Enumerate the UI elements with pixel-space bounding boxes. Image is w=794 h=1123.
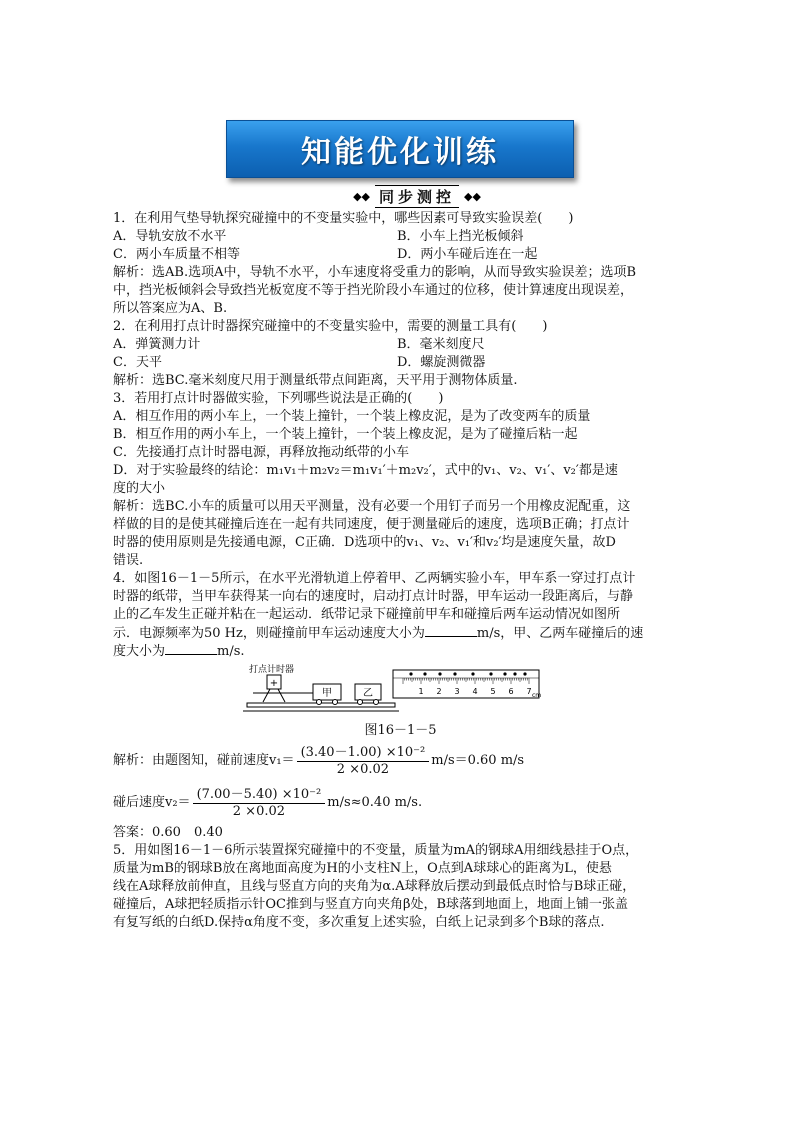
car-yi-label: 乙 (363, 688, 373, 699)
q3-option-c: C．先接通打点计时器电源，再释放拖动纸带的小车 (113, 445, 409, 460)
q5-stem-line: 有复写纸的白纸D.保持α角度不变，多次重复上述实验，白纸上记录到多个B球的落点. (113, 915, 605, 930)
q3-option-a: A．相互作用的两小车上，一个装上撞针，一个装上橡皮泥，是为了改变两车的质量 (113, 409, 591, 424)
q4-solution-text: m/s≈0.40 m/s. (327, 795, 423, 810)
answer-blank-2 (165, 642, 217, 655)
title-banner (226, 120, 574, 178)
tape-dot (489, 672, 492, 675)
fraction-denominator: 2 ×0.02 (336, 761, 390, 777)
q1-solution-line: 中，挡光板倾斜会导致挡光板宽度不等于挡光阶段小车通过的位移，使计算速度出现误差， (113, 283, 634, 298)
ruler-number: 2 (436, 687, 442, 696)
ruler-number: 5 (490, 687, 496, 696)
ruler-unit: cm (532, 692, 542, 699)
section-title: 同步测控 (375, 185, 459, 208)
q1-stem: 1．在利用气垫导轨探究碰撞中的不变量实验中，哪些因素可导致实验误差( ) (113, 211, 574, 226)
q4-text: m/s. (217, 644, 245, 659)
q4-text: 示．电源频率为50 Hz，则碰撞前甲车运动速度大小为 (113, 626, 425, 641)
wheel (358, 700, 363, 705)
apparatus-diagram (243, 662, 543, 720)
ruler-body (393, 670, 542, 699)
tape-dot (503, 672, 506, 675)
q2-solution-line: 解析：选BC.毫米刻度尺用于测量纸带点间距离，天平用于测物体质量. (113, 373, 518, 388)
tape-dot (438, 672, 441, 675)
timer-plus: + (269, 678, 279, 689)
timer-leg (263, 689, 270, 702)
ruler-number: 3 (454, 687, 460, 696)
tape-dot (471, 672, 474, 675)
q3-stem: 3．若用打点计时器做实验，下列哪些说法是正确的( ) (113, 391, 444, 406)
q1-option-c: C．两小车质量不相等 (113, 247, 240, 262)
q1-solution-line: 所以答案应为A、B. (113, 301, 228, 316)
fraction-numerator: (7.00－5.40) ×10⁻² (193, 787, 326, 804)
q4-stem-line (113, 624, 688, 642)
ruler (393, 670, 541, 699)
car-jia-label: 甲 (322, 688, 332, 699)
q4-text: m/s，甲、乙两车碰撞后的速 (476, 626, 644, 641)
wheel (333, 700, 338, 705)
q1-options-ab (113, 228, 688, 246)
q1-option-b: B．小车上挡光板倾斜 (397, 229, 524, 244)
q2-option-d: D．螺旋测微器 (397, 355, 486, 370)
fraction-denominator: 2 ×0.02 (232, 803, 286, 819)
tape-dot (409, 672, 412, 675)
wheel (317, 700, 322, 705)
q2-option-b: B．毫米刻度尺 (397, 337, 485, 352)
q3-option-d-cont: 度的大小 (113, 481, 166, 496)
q3-option-b: B．相互作用的两小车上，一个装上撞针，一个装上橡皮泥，是为了碰撞后粘一起 (113, 427, 578, 442)
banner-title: 知能优化训练 (301, 135, 499, 170)
q3-solution-line: 时器的使用原则是先接通电源，C正确．D选项中的v₁、v₂、v₁′和v₂′均是速度矢量，故D (113, 535, 616, 550)
q4-stem-line: 4．如图16－1－5所示，在水平光滑轨道上停着甲、乙两辆实验小车，甲车系一穿过打点计 (113, 571, 636, 586)
q2-option-a: A．弹簧测力计 (113, 337, 201, 352)
q2-options-ab (113, 336, 688, 354)
q5-stem-line: 5．用如图16－1－6所示装置探究碰撞中的不变量，质量为mA的钢球A用细线悬挂于O点， (113, 843, 639, 858)
q4-solution-text: m/s＝0.60 m/s (431, 753, 525, 768)
fraction (297, 745, 430, 778)
q4-stem-line: 止的乙车发生正碰并粘在一起运动．纸带记录下碰撞前甲车和碰撞后两车运动情况如图所 (113, 607, 621, 622)
q3-option-d: D．对于实验最终的结论：m₁v₁＋m₂v₂＝m₁v₁′＋m₂v₂′，式中的v₁、v₂、v₁′、v₂′都是速 (113, 463, 618, 478)
section-header (337, 186, 497, 206)
q1-options-cd (113, 246, 688, 264)
tape-dot (523, 672, 526, 675)
q4-text: 度大小为 (113, 644, 166, 659)
diamond-left-icon: ◆◆ (353, 189, 370, 203)
ruler-number: 6 (508, 687, 514, 696)
q5-stem-line: 质量为mB的钢球B放在离地面高度为H的小支柱N上，O点到A球球心的距离为L，使悬 (113, 861, 612, 876)
q4-solution-v1 (113, 740, 688, 782)
q3-solution-line: 样做的目的是使其碰撞后连在一起有共同速度，便于测量碰后的速度，选项B正确；打点计 (113, 517, 630, 532)
figure-16-1-5 (113, 662, 688, 722)
q4-answer: 答案：0.60 0.40 (113, 825, 223, 840)
q2-stem: 2．在利用打点计时器探究碰撞中的不变量实验中，需要的测量工具有( ) (113, 319, 548, 334)
q5-stem-line: 线在A球释放前伸直，且线与竖直方向的夹角为α.A球释放后摆动到最低点时恰与B球正碰， (113, 879, 636, 894)
q4-solution-v2 (113, 782, 688, 824)
timer-label: 打点计时器 (249, 665, 295, 675)
q5-stem-line: 碰撞后，A球把轻质指示针OC推到与竖直方向夹角β处，B球落到地面上，地面上铺一张盖 (113, 897, 629, 912)
q4-solution-text: 碰后速度v₂＝ (113, 795, 191, 810)
q3-solution-line: 错误. (113, 553, 144, 568)
timer-leg (278, 689, 285, 702)
tape-dot (453, 672, 456, 675)
q1-option-a: A．导轨安放不水平 (113, 229, 227, 244)
q2-option-c: C．天平 (113, 355, 162, 370)
q4-stem-line (113, 642, 688, 660)
exercise-content (113, 210, 688, 932)
answer-blank-1 (425, 624, 477, 637)
ruler-number: 1 (418, 687, 424, 696)
fraction (193, 787, 326, 820)
tape-dot (423, 672, 426, 675)
q4-solution-text: 解析：由题图知，碰前速度v₁＝ (113, 753, 295, 768)
wheel (374, 700, 379, 705)
ruler-number: 4 (472, 687, 478, 696)
figure-caption: 图16－1－5 (364, 723, 437, 738)
fraction-numerator: (3.40－1.00) ×10⁻² (297, 745, 430, 762)
q3-solution-line: 解析：选BC.小车的质量可以用天平测量，没有必要一个用钉子而另一个用橡皮泥配重，这 (113, 499, 631, 514)
q2-options-cd (113, 354, 688, 372)
diamond-right-icon: ◆◆ (464, 189, 481, 203)
q1-solution-line: 解析：选AB.选项A中，导轨不水平，小车速度将受重力的影响，从而导致实验误差；选项B (113, 265, 637, 280)
tape-dot (513, 672, 516, 675)
ruler-number: 7 (526, 687, 532, 696)
q4-stem-line: 时器的纸带，当甲车获得某一向右的速度时，启动打点计时器，甲车运动一段距离后，与静 (113, 589, 634, 604)
q1-option-d: D．两小车碰后连在一起 (397, 247, 538, 262)
